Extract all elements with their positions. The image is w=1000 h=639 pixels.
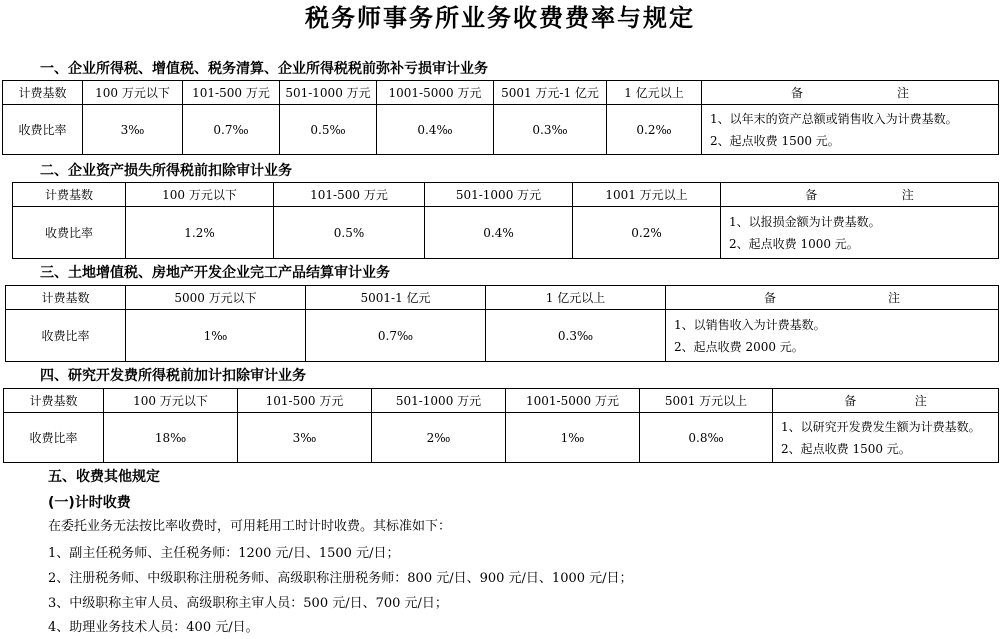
base-cell: 501-1000 万元 [280, 81, 377, 105]
base-label: 计费基数 [4, 389, 104, 413]
base-cell: 1 亿元以上 [607, 81, 702, 105]
other-item: 3、中级职称主审人员、高级职称主审人员：500 元/日、700 元/日； [48, 596, 448, 611]
rate-cell: 1‰ [126, 310, 306, 362]
other-item: 4、助理业务技术人员：400 元/日。 [48, 620, 259, 635]
rate-cell: 2‰ [372, 413, 506, 463]
section-5-heading: 五、收费其他规定 [48, 469, 160, 485]
rate-cell: 0.5‰ [280, 105, 377, 155]
remarks-cell [702, 105, 999, 155]
note-line: 1、以销售收入为计费基数。 [674, 317, 826, 332]
base-cell: 5001 万元以上 [640, 389, 773, 413]
section-4-table [3, 388, 999, 463]
section-2-table [12, 182, 999, 259]
base-label: 计费基数 [3, 81, 83, 105]
rate-cell: 0.7‰ [183, 105, 280, 155]
section-3-heading: 三、土地增值税、房地产开发企业完工产品结算审计业务 [40, 265, 390, 281]
base-cell: 5001-1 亿元 [306, 286, 486, 310]
remarks-header: 备 注 [721, 183, 999, 207]
other-intro: 在委托业务无法按比率收费时，可用耗用工时计时收费。其标准如下： [48, 519, 452, 534]
remarks-header: 备 注 [702, 81, 999, 105]
rate-cell: 0.5% [274, 207, 425, 259]
base-cell: 101-500 万元 [183, 81, 280, 105]
note-line: 2、起点收费 1500 元。 [781, 441, 911, 456]
base-cell: 100 万元以下 [104, 389, 238, 413]
other-item: 1、副主任税务师、主任税务师：1200 元/日、1500 元/日； [48, 546, 400, 561]
rate-label: 收费比率 [4, 413, 104, 463]
rate-cell: 1‰ [506, 413, 640, 463]
base-cell: 1 亿元以上 [486, 286, 666, 310]
section-5-subheading: (一)计时收费 [48, 495, 131, 511]
rate-label: 收费比率 [13, 207, 126, 259]
note-line: 1、以报损金额为计费基数。 [729, 214, 881, 229]
section-4-heading: 四、研究开发费所得税前加计扣除审计业务 [40, 368, 306, 384]
rate-label: 收费比率 [6, 310, 126, 362]
rate-cell: 18‰ [104, 413, 238, 463]
base-cell: 100 万元以下 [126, 183, 274, 207]
rate-cell: 0.4% [425, 207, 573, 259]
base-cell: 5000 万元以下 [126, 286, 306, 310]
section-2-heading: 二、企业资产损失所得税前扣除审计业务 [40, 163, 292, 179]
base-label: 计费基数 [13, 183, 126, 207]
remarks-cell [773, 413, 999, 463]
base-cell: 1001-5000 万元 [377, 81, 494, 105]
rate-cell: 0.2% [573, 207, 721, 259]
remarks-cell [721, 207, 999, 259]
rate-cell: 0.7‰ [306, 310, 486, 362]
base-cell: 5001 万元-1 亿元 [494, 81, 607, 105]
remarks-header: 备 注 [666, 286, 999, 310]
remarks-cell [666, 310, 999, 362]
base-cell: 101-500 万元 [238, 389, 372, 413]
rate-cell: 3‰ [238, 413, 372, 463]
remarks-header: 备 注 [773, 389, 999, 413]
base-cell: 1001-5000 万元 [506, 389, 640, 413]
note-line: 1、以年末的资产总额或销售收入为计费基数。 [710, 111, 958, 126]
note-line: 2、起点收费 2000 元。 [674, 339, 804, 354]
rate-cell: 0.4‰ [377, 105, 494, 155]
rate-label: 收费比率 [3, 105, 83, 155]
section-3-table [5, 285, 999, 362]
base-cell: 1001 万元以上 [573, 183, 721, 207]
base-cell: 100 万元以下 [83, 81, 183, 105]
base-cell: 101-500 万元 [274, 183, 425, 207]
note-line: 2、起点收费 1500 元。 [710, 133, 840, 148]
base-cell: 501-1000 万元 [372, 389, 506, 413]
note-line: 2、起点收费 1000 元。 [729, 236, 859, 251]
rate-cell: 3‰ [83, 105, 183, 155]
note-line: 1、以研究开发费发生额为计费基数。 [781, 419, 981, 434]
rate-cell: 0.8‰ [640, 413, 773, 463]
rate-cell: 0.3‰ [494, 105, 607, 155]
page-title: 税务师事务所业务收费费率与规定 [305, 4, 695, 32]
section-1-table [2, 80, 999, 155]
base-cell: 501-1000 万元 [425, 183, 573, 207]
rate-cell: 1.2% [126, 207, 274, 259]
rate-cell: 0.2‰ [607, 105, 702, 155]
other-item: 2、注册税务师、中级职称注册税务师、高级职称注册税务师：800 元/日、900 元/日、1000 元/日； [48, 571, 633, 586]
section-1-heading: 一、企业所得税、增值税、税务清算、企业所得税税前弥补亏损审计业务 [40, 61, 488, 77]
base-label: 计费基数 [6, 286, 126, 310]
rate-cell: 0.3‰ [486, 310, 666, 362]
